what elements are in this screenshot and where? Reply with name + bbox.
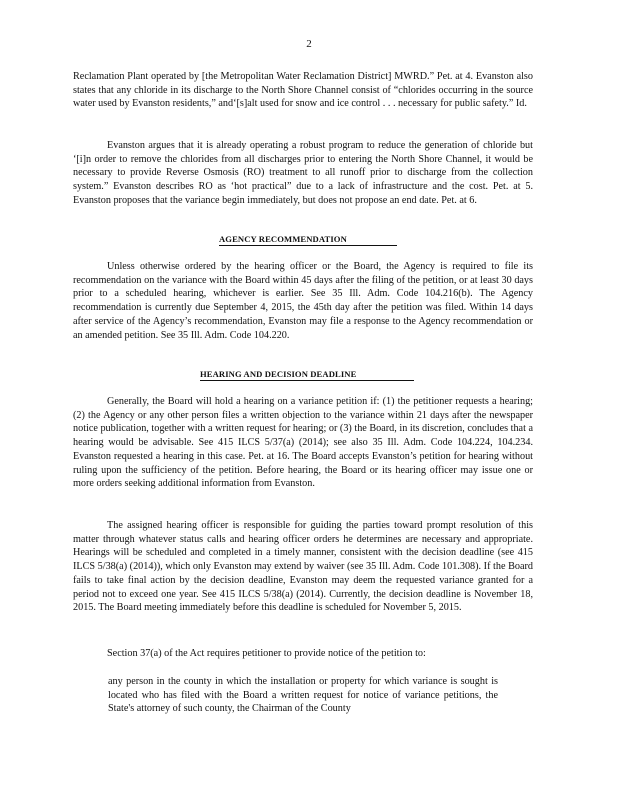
paragraph-4: Generally, the Board will hold a hearing on a variance petition if: (1) the petitioner requests a hearing; (2) the Agency or any other person files a written objection to the variance within 21 days after the newspaper notice publication, together with a written request for hearing; or (3) the Board, in its discretion, concludes that a hearing would be advisable. See 415 ILCS 5/37(a) (2014); see also 35 Ill. Adm. Code 104.224, 104.234. Evanston requested a hearing in this case. Pet. at 16. The Board accepts Evanston’s petition for hearing without ruling upon the sufficiency of the petition. Before hearing, the Board or its hearing officer may issue one or more orders seeking additional information from Evanston.: [73, 396, 533, 490]
paragraph-3: Unless otherwise ordered by the hearing officer or the Board, the Agency is required to file its recommendation on the variance with the Board within 45 days after the filing of the petition, or at least 30 days prior to a scheduled hearing, whichever is earlier. See 35 Ill. Adm. Code 104.216(b). The Agency recommendation is currently due September 4, 2015, the 45th day after the petition was filed. Within 14 days after service of the Agency’s recommendation, Evanston may file a response to the Agency recommendation or an amended petition. See 35 Ill. Adm. Code 104.220.: [73, 261, 533, 341]
paragraph-1: Reclamation Plant operated by [the Metropolitan Water Reclamation District] MWRD.” Pet. at 4. Evanston also states that any chloride in its discharge to the North Shore Channel consist of “chlorides occurring in the source water used by Evanston residents,” and‘[s]alt used for snow and ice control . . . necessary for public safety.” Id.: [73, 71, 533, 110]
page-number: 2: [306, 38, 312, 50]
section-heading-hearing-decision-deadline: HEARING AND DECISION DEADLINE: [200, 369, 414, 381]
block-quote: any person in the county in which the installation or property for which variance is sought is located who has filed with the Board a written request for notice of variance petitions, the State's attorney of such county, the Chairman of the County: [108, 676, 498, 715]
paragraph-5: The assigned hearing officer is responsible for guiding the parties toward prompt resolution of this matter through whatever status calls and hearing officer orders he determines are necessary and appropriate. Hearings will be scheduled and completed in a timely manner, consistent with the decision deadline (see 415 ILCS 5/38(a) (2014)), which only Evanston may extend by waiver (see 35 Ill. Adm. Code 101.308). If the Board fails to take final action by the decision deadline, Evanston may deem the requested variance granted for a period not to exceed one year. See 415 ILCS 5/38(a) (2014). Currently, the decision deadline is November 18, 2015. The Board meeting immediately before this deadline is scheduled for November 5, 2015.: [73, 520, 533, 614]
paragraph-2: Evanston argues that it is already operating a robust program to reduce the generation of chloride but ‘[i]n order to remove the chlorides from all discharges prior to entering the North Shore Channel, it would be necessary to provide Reverse Osmosis (RO) treatment to all runoff prior to discharge from the collection system.” Evanston describes RO as ‘hot practical” due to a lack of infrastructure and the cost. Pet. at 5. Evanston proposes that the variance begin immediately, but does not propose an end date. Pet. at 6.: [73, 140, 533, 206]
paragraph-6: Section 37(a) of the Act requires petitioner to provide notice of the petition to:: [107, 648, 426, 659]
section-heading-agency-recommendation: AGENCY RECOMMENDATION: [219, 234, 397, 246]
